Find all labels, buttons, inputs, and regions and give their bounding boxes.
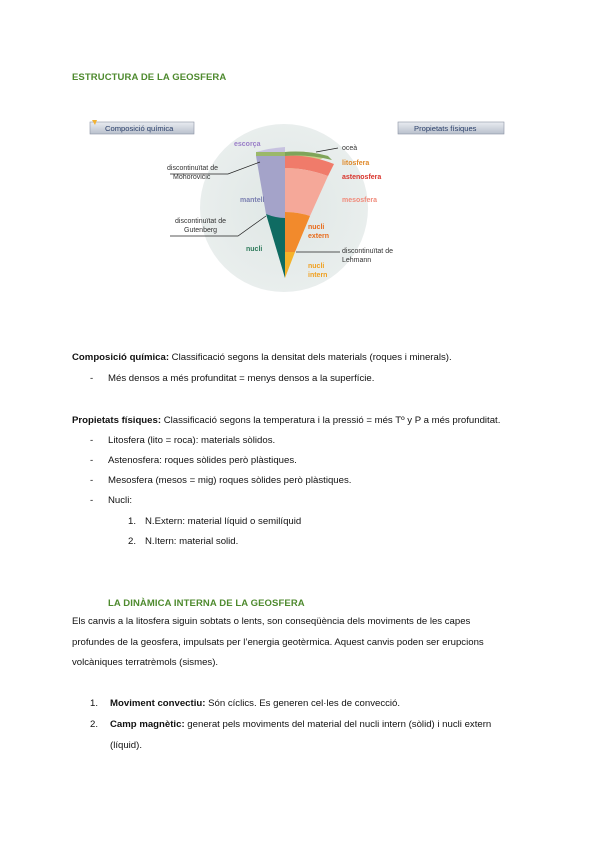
label-nucli: nucli <box>246 246 263 253</box>
label-ocea: oceà <box>342 145 358 152</box>
label-nucli-extern-2: extern <box>308 233 330 240</box>
geosphere-diagram <box>80 112 520 298</box>
paragraph-line: Els canvis a la litosfera siguin sobtats o lents, son conseqüència dels moviments de les capes <box>72 616 471 627</box>
label-escorca: escorça <box>234 141 261 148</box>
numbered-item: 2. Camp magnètic: generat pels moviments del material del nucli intern (sòlid) i nucli extern <box>90 719 492 730</box>
tab-left-label: Composició química <box>105 124 174 133</box>
list-item: - Nucli: <box>90 495 132 506</box>
label-mesosfera: mesosfera <box>342 197 378 204</box>
tab-right-label: Propietats físiques <box>414 124 477 133</box>
sub-list-item: 1. N.Extern: material líquid o semilíquid <box>128 516 302 527</box>
section-title: ESTRUCTURA DE LA GEOSFERA <box>72 72 227 83</box>
label-moho-2: Mohorovičić <box>173 174 211 181</box>
tab-propietats-fisiques <box>398 122 504 134</box>
list-item: - Mesosfera (mesos = mig) roques sòlides però plàstiques. <box>90 475 352 486</box>
propietats-paragraph <box>72 415 500 427</box>
list-item: - Més densos a més profunditat = menys densos a la superfície. <box>90 373 375 384</box>
label-moho-1: discontinuïtat de <box>167 165 218 172</box>
paragraph-line: profundes de la geosfera, impulsats per l’energia geotèrmica. Aquest canvis poden ser erupcions <box>72 637 484 648</box>
numbered-item: 1. Moviment convectiu: Són cíclics. Es generen cel·les de convecció. <box>90 698 401 709</box>
label-litosfera: litosfera <box>342 160 370 167</box>
list-item: - Astenosfera: roques sòlides però plàstiques. <box>90 455 297 466</box>
label-nucli-extern-1: nucli <box>308 224 325 231</box>
composicio-label: Composició química: <box>72 352 170 363</box>
label-gutenberg-2: Gutenberg <box>184 227 218 234</box>
tab-composicio-quimica <box>90 120 194 134</box>
section-title: LA DINÀMICA INTERNA DE LA GEOSFERA <box>108 598 305 609</box>
composicio-text: Classificació segons la densitat dels materials (roques i minerals). <box>169 352 452 363</box>
label-lehmann-2: Lehmann <box>342 257 372 264</box>
composicio-paragraph <box>72 352 452 364</box>
wedge-crust-band <box>256 152 285 156</box>
paragraph-line: volcàniques terratrèmols (sismes). <box>72 657 219 668</box>
label-lehmann-1: discontinuïtat de <box>342 248 393 255</box>
label-astenosfera: astenosfera <box>342 174 382 181</box>
label-gutenberg-1: discontinuïtat de <box>175 218 226 225</box>
label-nucli-intern-2: intern <box>308 272 328 279</box>
propietats-text: Classificació segons la temperatura i la pressió = més Tº y P a més profunditat. <box>161 415 501 426</box>
sub-list-item: 2. N.Itern: material solid. <box>128 536 239 547</box>
list-item: - Litosfera (lito = roca): materials sòlidos. <box>90 435 276 446</box>
label-mantell: mantell <box>240 197 265 204</box>
label-nucli-intern-1: nucli <box>308 263 325 270</box>
propietats-label: Propietats físiques: <box>72 415 162 426</box>
numbered-item-continuation: (líquid). <box>110 740 142 751</box>
